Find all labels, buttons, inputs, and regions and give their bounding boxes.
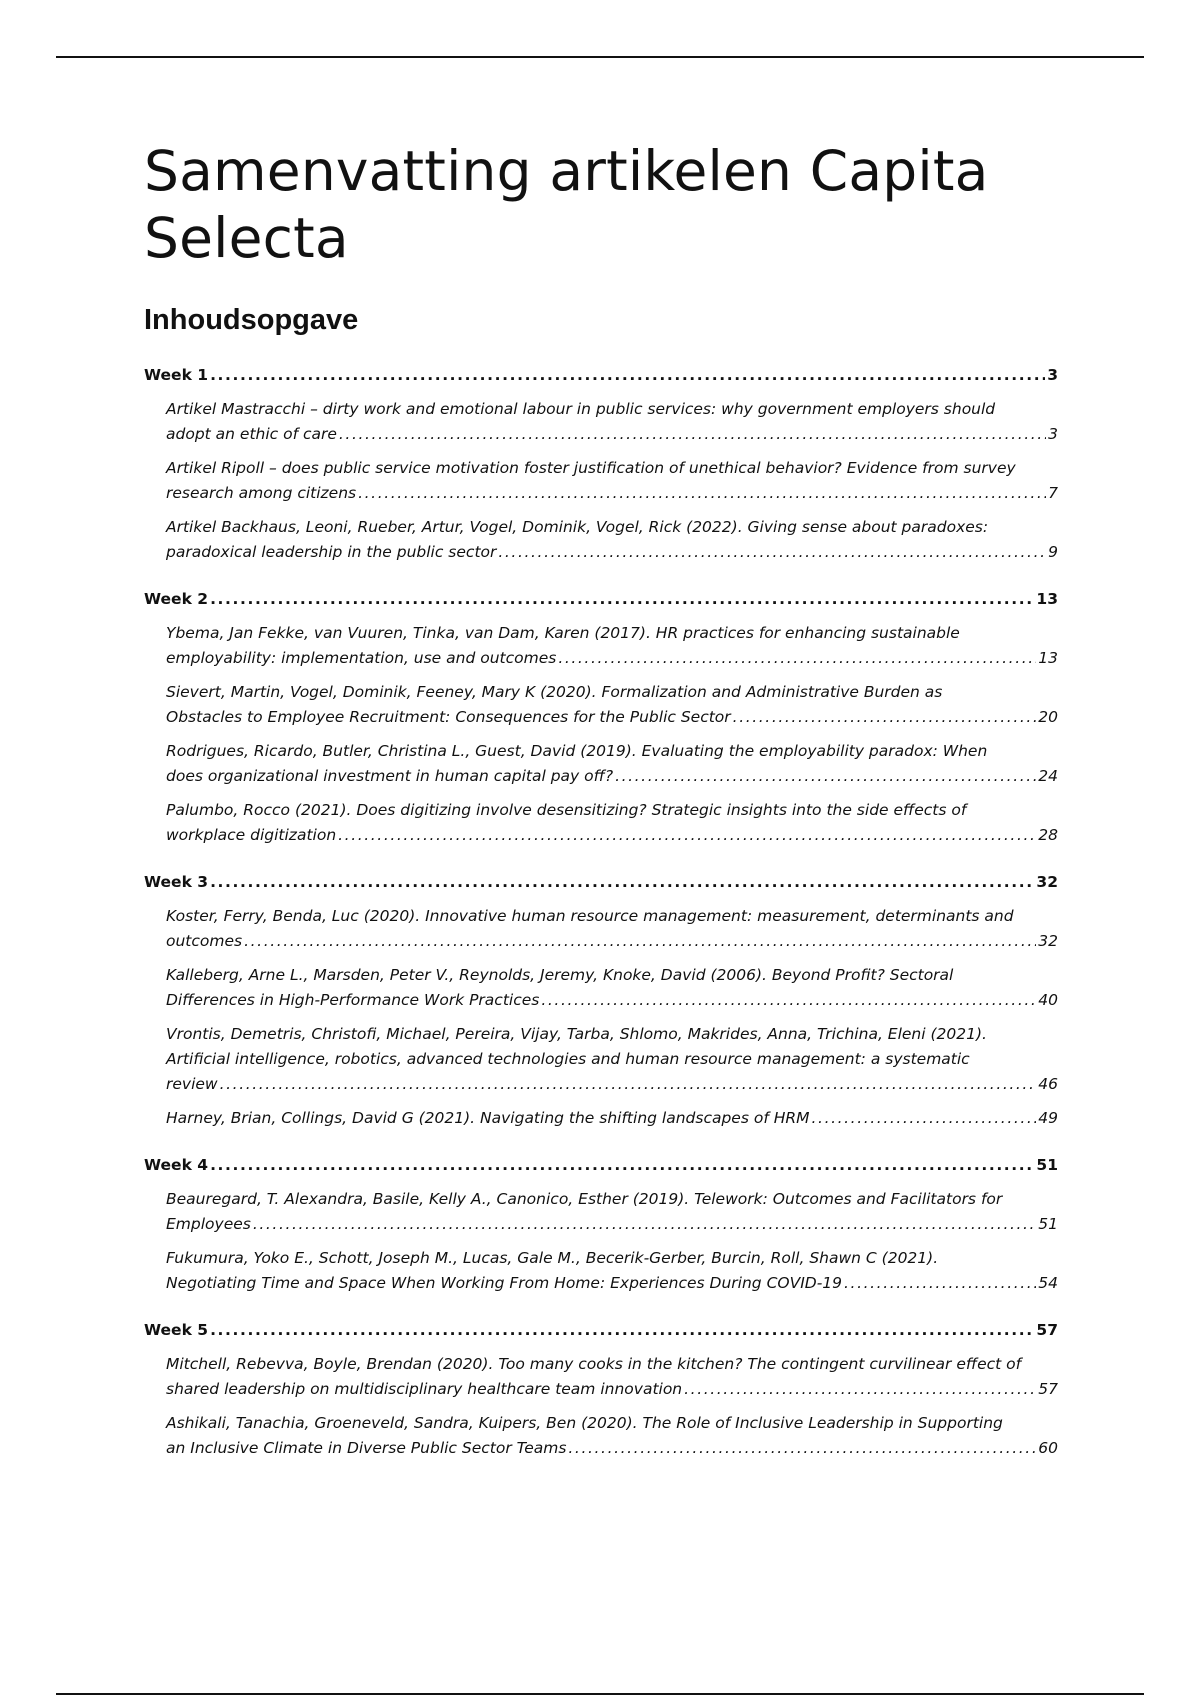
toc-entry-text: shared leadership on multidisciplinary healthcare team innovation <box>166 1380 683 1398</box>
toc-entry-text: Sievert, Martin, Vogel, Dominik, Feeney, Mary K (2020). Formalization and Administrative Burden as <box>166 683 943 701</box>
dot-leader <box>244 929 1036 954</box>
toc-entry-text: Kalleberg, Arne L., Marsden, Peter V., Reynolds, Jeremy, Knoke, David (2006). Beyond Profit? Sectoral <box>166 966 954 984</box>
table-of-contents <box>144 362 1058 1461</box>
toc-entry-text: outcomes <box>166 932 243 950</box>
toc-entry-line <box>166 764 1058 789</box>
toc-entry-line <box>166 515 1058 540</box>
toc-article-entry[interactable] <box>166 904 1058 954</box>
toc-entry-line <box>166 1187 1058 1212</box>
toc-entry-text: Artikel Mastracchi – dirty work and emotional labour in public services: why government employers should <box>166 400 996 418</box>
dot-leader <box>684 1377 1036 1402</box>
toc-entry-line <box>166 963 1058 988</box>
toc-entry-text: adopt an ethic of care <box>166 425 337 443</box>
toc-page-number: 20 <box>1038 708 1058 726</box>
toc-heading: Inhoudsopgave <box>144 304 359 336</box>
toc-entry-line <box>166 422 1058 447</box>
toc-entry-text: research among citizens <box>166 484 357 502</box>
toc-page-number: 57 <box>1036 1321 1058 1339</box>
dot-leader <box>733 705 1037 730</box>
toc-week-label: Week 5 <box>144 1321 209 1339</box>
toc-page-number: 3 <box>1047 366 1058 384</box>
toc-entry-text: review <box>166 1075 218 1093</box>
toc-entry-line <box>166 621 1058 646</box>
dot-leader <box>498 540 1046 565</box>
toc-page-number: 54 <box>1038 1274 1058 1292</box>
toc-entry-line <box>166 456 1058 481</box>
toc-entry-line <box>166 540 1058 565</box>
dot-leader <box>253 1212 1036 1237</box>
toc-entry-line <box>166 988 1058 1013</box>
dot-leader <box>844 1271 1036 1296</box>
toc-page-number: 49 <box>1038 1109 1058 1127</box>
toc-article-entry[interactable] <box>166 1106 1058 1131</box>
dot-leader <box>558 646 1036 671</box>
toc-entry-text: Rodrigues, Ricardo, Butler, Christina L., Guest, David (2019). Evaluating the employability paradox: When <box>166 742 988 760</box>
toc-page-number: 40 <box>1038 991 1058 1009</box>
toc-entry-text: Mitchell, Rebevva, Boyle, Brendan (2020). Too many cooks in the kitchen? The contingent curvilinear effect of <box>166 1355 1022 1373</box>
toc-entry-text: Artikel Ripoll – does public service motivation foster justification of unethical behavior? Evidence from survey <box>166 459 1016 477</box>
toc-week-label: Week 2 <box>144 590 209 608</box>
toc-entry-line <box>166 1246 1058 1271</box>
toc-week-entry[interactable] <box>144 586 1058 612</box>
dot-leader <box>568 1436 1036 1461</box>
document-title: Samenvatting artikelen Capita Selecta <box>144 139 989 270</box>
dot-leader <box>210 1152 1034 1178</box>
document-body <box>144 138 1058 1461</box>
toc-entry-line <box>166 1411 1058 1436</box>
toc-entry-text: Vrontis, Demetris, Christofi, Michael, Pereira, Vijay, Tarba, Shlomo, Makrides, Anna, Trichina, Eleni (2021). <box>166 1025 987 1043</box>
toc-entry-text: Artificial intelligence, robotics, advanced technologies and human resource management: a systematic <box>166 1050 970 1068</box>
toc-entry-line <box>166 1022 1058 1047</box>
toc-article-entry[interactable] <box>166 1022 1058 1097</box>
toc-page-number: 32 <box>1036 873 1058 891</box>
toc-entry-text: Fukumura, Yoko E., Schott, Joseph M., Lucas, Gale M., Becerik-Gerber, Burcin, Roll, Shawn C (2021). <box>166 1249 939 1267</box>
toc-week-entry[interactable] <box>144 1317 1058 1343</box>
toc-page-number: 13 <box>1038 649 1058 667</box>
toc-entry-text: does organizational investment in human capital pay off? <box>166 767 614 785</box>
toc-entry-text: Employees <box>166 1215 251 1233</box>
toc-entry-line <box>166 739 1058 764</box>
dot-leader <box>339 422 1046 447</box>
toc-entry-line <box>166 397 1058 422</box>
toc-entry-text: Palumbo, Rocco (2021). Does digitizing involve desensitizing? Strategic insights into the side effects of <box>166 801 967 819</box>
toc-entry-text: Harney, Brian, Collings, David G (2021). Navigating the shifting landscapes of HRM <box>166 1109 810 1127</box>
toc-article-entry[interactable] <box>166 739 1058 789</box>
toc-entry-text: paradoxical leadership in the public sector <box>166 543 497 561</box>
toc-page-number: 13 <box>1036 590 1058 608</box>
toc-article-entry[interactable] <box>166 397 1058 447</box>
toc-entry-line <box>166 823 1058 848</box>
toc-page-number: 3 <box>1048 425 1058 443</box>
toc-page-number: 46 <box>1038 1075 1058 1093</box>
toc-entry-line <box>166 1271 1058 1296</box>
toc-week-label: Week 1 <box>144 366 209 384</box>
toc-article-entry[interactable] <box>166 1352 1058 1402</box>
toc-entry-text: workplace digitization <box>166 826 337 844</box>
toc-article-entry[interactable] <box>166 798 1058 848</box>
toc-week-entry[interactable] <box>144 1152 1058 1178</box>
dot-leader <box>210 869 1034 895</box>
toc-article-entry[interactable] <box>166 456 1058 506</box>
toc-week-entry[interactable] <box>144 869 1058 895</box>
toc-page-number: 7 <box>1048 484 1058 502</box>
toc-entry-line <box>166 705 1058 730</box>
toc-article-entry[interactable] <box>166 1411 1058 1461</box>
toc-entry-line <box>166 1047 1058 1072</box>
toc-page-number: 24 <box>1038 767 1058 785</box>
toc-entry-text: Artikel Backhaus, Leoni, Rueber, Artur, Vogel, Dominik, Vogel, Rick (2022). Giving sense about paradoxes: <box>166 518 989 536</box>
toc-article-entry[interactable] <box>166 963 1058 1013</box>
dot-leader <box>220 1072 1037 1097</box>
toc-entry-line <box>166 1377 1058 1402</box>
toc-page-number: 9 <box>1048 543 1058 561</box>
toc-entry-line <box>166 481 1058 506</box>
toc-entry-line <box>166 1436 1058 1461</box>
toc-entry-line <box>166 646 1058 671</box>
toc-article-entry[interactable] <box>166 680 1058 730</box>
toc-article-entry[interactable] <box>166 1187 1058 1237</box>
toc-entry-line <box>166 1352 1058 1377</box>
toc-entry-line <box>166 904 1058 929</box>
toc-entry-line <box>166 798 1058 823</box>
toc-entry-text: Ashikali, Tanachia, Groeneveld, Sandra, Kuipers, Ben (2020). The Role of Inclusive Leadership in Supporting <box>166 1414 1003 1432</box>
dot-leader <box>210 586 1034 612</box>
toc-entry-text: Obstacles to Employee Recruitment: Consequences for the Public Sector <box>166 708 731 726</box>
toc-article-entry[interactable] <box>166 1246 1058 1296</box>
toc-page-number: 57 <box>1038 1380 1058 1398</box>
toc-entry-text: Differences in High-Performance Work Practices <box>166 991 540 1009</box>
dot-leader <box>210 1317 1034 1343</box>
dot-leader <box>210 362 1045 388</box>
dot-leader <box>812 1106 1037 1131</box>
toc-page-number: 51 <box>1038 1215 1058 1233</box>
toc-entry-text: Koster, Ferry, Benda, Luc (2020). Innovative human resource management: measurement, determinants and <box>166 907 1014 925</box>
top-rule <box>56 56 1144 58</box>
toc-entry-text: an Inclusive Climate in Diverse Public Sector Teams <box>166 1439 567 1457</box>
toc-entry-text: employability: implementation, use and outcomes <box>166 649 557 667</box>
toc-page-number: 60 <box>1038 1439 1058 1457</box>
dot-leader <box>338 823 1036 848</box>
toc-entry-line <box>166 1212 1058 1237</box>
toc-entry-line <box>166 680 1058 705</box>
dot-leader <box>615 764 1036 789</box>
toc-page-number: 32 <box>1038 932 1058 950</box>
toc-entry-text: Beauregard, T. Alexandra, Basile, Kelly A., Canonico, Esther (2019). Telework: Outcomes and Facilitators for <box>166 1190 1003 1208</box>
toc-page-number: 28 <box>1038 826 1058 844</box>
dot-leader <box>358 481 1046 506</box>
toc-entry-line <box>166 1106 1058 1131</box>
toc-entry-line <box>166 1072 1058 1097</box>
toc-entry-line <box>166 929 1058 954</box>
toc-article-entry[interactable] <box>166 515 1058 565</box>
toc-week-entry[interactable] <box>144 362 1058 388</box>
toc-page-number: 51 <box>1036 1156 1058 1174</box>
toc-article-entry[interactable] <box>166 621 1058 671</box>
toc-week-label: Week 3 <box>144 873 209 891</box>
bottom-rule <box>56 1693 1144 1695</box>
toc-week-label: Week 4 <box>144 1156 209 1174</box>
toc-entry-text: Negotiating Time and Space When Working From Home: Experiences During COVID-19 <box>166 1274 843 1292</box>
dot-leader <box>541 988 1036 1013</box>
toc-entry-text: Ybema, Jan Fekke, van Vuuren, Tinka, van Dam, Karen (2017). HR practices for enhancing sustainable <box>166 624 960 642</box>
